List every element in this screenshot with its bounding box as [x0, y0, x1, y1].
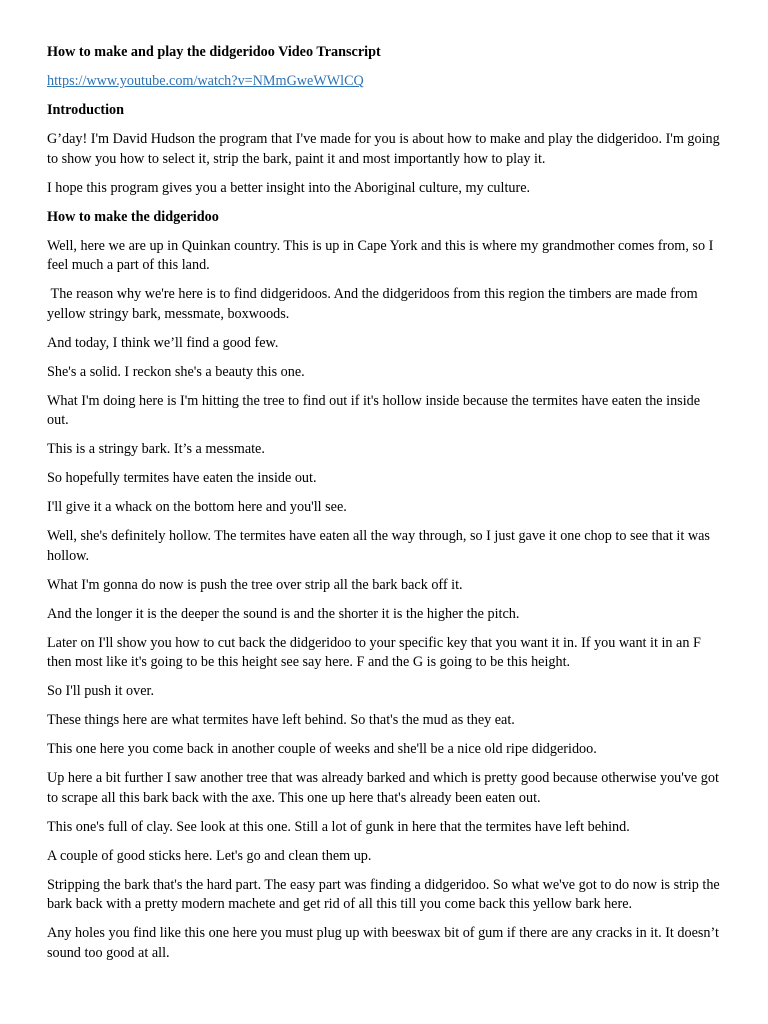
- transcript-paragraph: This one's full of clay. See look at this one. Still a lot of gunk in here that the termites have left behind.: [47, 818, 630, 835]
- transcript-paragraph: A couple of good sticks here. Let's go and clean them up.: [47, 847, 372, 864]
- document-title: How to make and play the didgeridoo Video Transcript: [47, 44, 381, 60]
- transcript-paragraph: So hopefully termites have eaten the inside out.: [47, 470, 317, 486]
- document-page: [47, 43, 722, 973]
- transcript-paragraph: Well, she's definitely hollow. The termites have eaten all the way through, so I just gave it one chop to see that it was hollow.: [47, 528, 710, 564]
- transcript-paragraph: This one here you come back in another couple of weeks and she'll be a nice old ripe didgeridoo.: [47, 741, 597, 757]
- transcript-paragraph: I'll give it a whack on the bottom here and you'll see.: [47, 499, 347, 515]
- transcript-paragraph: And the longer it is the deeper the sound is and the shorter it is the higher the pitch.: [47, 605, 520, 622]
- transcript-paragraph: So I'll push it over.: [47, 683, 154, 699]
- transcript-paragraph: Up here a bit further I saw another tree that was already barked and which is pretty good because otherwise you've got to scrape all this bark back with the axe. This one up here that's already been eaten out.: [47, 770, 719, 806]
- transcript-paragraph: What I'm doing here is I'm hitting the tree to find out if it's hollow inside because the termites have eaten the inside out.: [47, 392, 701, 428]
- transcript-paragraph: And today, I think we’ll find a good few.: [47, 334, 279, 351]
- transcript-paragraph: This is a stringy bark. It’s a messmate.: [47, 441, 265, 457]
- transcript-body: [47, 101, 722, 963]
- video-link-line: [47, 72, 722, 92]
- section-heading: How to make the didgeridoo: [47, 208, 219, 225]
- transcript-paragraph: G’day! I'm David Hudson the program that I've made for you is about how to make and play the didgeridoo. I'm going to show you how to select it, strip the bark, paint it and most importantly how to play it.: [47, 131, 720, 167]
- transcript-paragraph: Stripping the bark that's the hard part. The easy part was finding a didgeridoo. So what we've got to do now is strip the bark back with a pretty modern machete and get rid of all this till you come back this yellow bark here.: [47, 876, 720, 912]
- transcript-paragraph: The reason why we're here is to find didgeridoos. And the didgeridoos from this region the timbers are made from yellow stringy bark, messmate, boxwoods.: [47, 286, 702, 322]
- transcript-paragraph: Any holes you find like this one here you must plug up with beeswax bit of gum if there are any cracks in it. It doesn’t sound too good at all.: [47, 925, 719, 961]
- video-link[interactable]: https://www.youtube.com/watch?v=NMmGweWWlCQ: [47, 73, 364, 89]
- transcript-paragraph: What I'm gonna do now is push the tree over strip all the bark back off it.: [47, 576, 463, 593]
- transcript-paragraph: These things here are what termites have left behind. So that's the mud as they eat.: [47, 712, 515, 728]
- transcript-paragraph: Well, here we are up in Quinkan country. This is up in Cape York and this is where my grandmother comes from, so I feel much a part of this land.: [47, 237, 714, 273]
- transcript-paragraph: She's a solid. I reckon she's a beauty this one.: [47, 363, 305, 380]
- section-heading: Introduction: [47, 102, 124, 118]
- transcript-paragraph: Later on I'll show you how to cut back the didgeridoo to your specific key that you want it in. If you want it in an F then most like it's going to be this height see say here. F and the G is going to be this height.: [47, 634, 701, 670]
- transcript-paragraph: I hope this program gives you a better insight into the Aboriginal culture, my culture.: [47, 179, 531, 196]
